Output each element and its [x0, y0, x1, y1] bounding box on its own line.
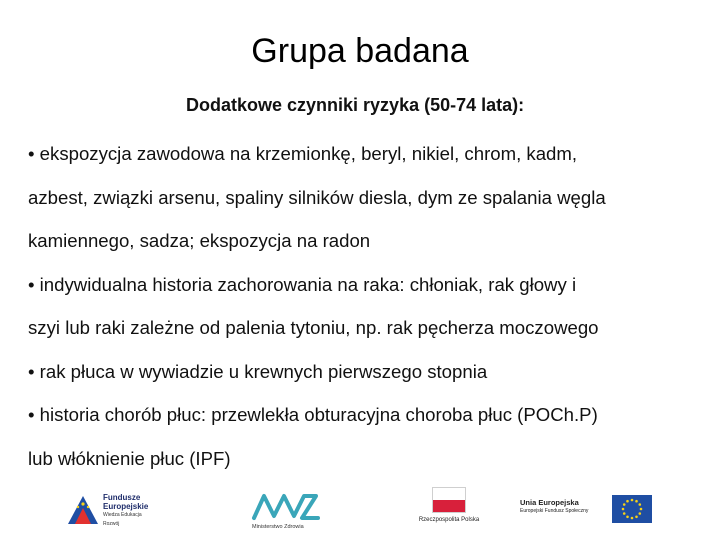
text-line: kamiennego, sadza; ekspozycja na radon — [28, 230, 371, 251]
mz-emblem-icon — [250, 490, 322, 522]
fe-sub: Wiedza Edukacja Rozwój — [103, 512, 142, 527]
fe-line1: Fundusze — [103, 493, 141, 502]
unia-europejska-logo — [520, 495, 644, 527]
text-line: lub włóknienie płuc (IPF) — [28, 447, 231, 469]
text-line: azbest, związki arsenu, spaliny silników diesla, dym ze spalania węgla — [28, 186, 606, 208]
text-line: • indywidualna historia zachorowania na raka: chłoniak, rak głowy i — [28, 273, 577, 295]
polish-flag-icon — [432, 487, 466, 513]
rzeczpospolita-polska-logo — [408, 487, 490, 531]
ue-line1: Unia Europejska — [520, 498, 579, 507]
eu-flag-icon — [612, 495, 652, 523]
ministerstwo-zdrowia-logo — [250, 490, 322, 534]
text-line: • ekspozycja zawodowa na krzemionkę, beryl, nikiel, chrom, kadm, — [28, 143, 578, 164]
text-line: szyi lub raki zależne od palenia tytoniu, np. rak pęcherza moczowego — [28, 317, 599, 338]
ue-sub: Europejski Fundusz Społeczny — [520, 508, 589, 514]
text-line: • historia chorób płuc: przewlekła obturacyjna choroba płuc (POCh.P) — [28, 404, 598, 425]
text-line: • rak płuca w wywiadzie u krewnych pierwszego stopnia — [28, 360, 488, 382]
risk-factor-list — [28, 132, 708, 480]
rp-label: Rzeczpospolita Polska — [418, 517, 480, 523]
subtitle: Dodatkowe czynniki ryzyka (50-74 lata): — [186, 95, 525, 115]
fundusze-europejskie-logo — [66, 492, 154, 526]
fe-line2: Europejskie — [103, 502, 149, 511]
page-title: Grupa badana — [251, 32, 469, 70]
fe-emblem-icon — [66, 492, 100, 526]
mz-label: Ministerstwo Zdrowia — [252, 524, 304, 530]
